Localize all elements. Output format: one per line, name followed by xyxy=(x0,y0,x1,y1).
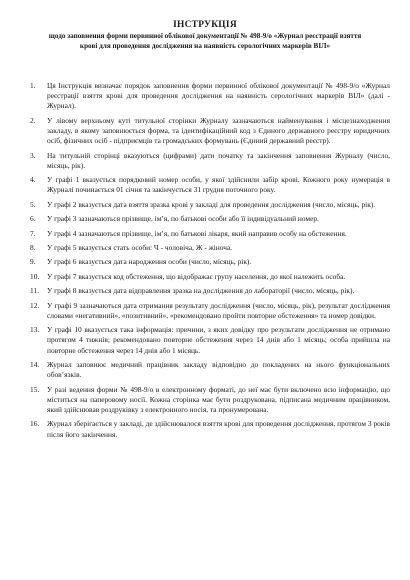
instruction-item-2 xyxy=(30,116,390,147)
item-text: На титульній сторінці вказуються (цифрами) дати початку та закінчення заповнення Журналу (число, місяць, рік). xyxy=(47,150,390,170)
item-number: 6. xyxy=(30,214,36,224)
instruction-item-15 xyxy=(30,385,390,416)
instruction-item-3 xyxy=(30,151,390,171)
instruction-item-1 xyxy=(30,81,390,112)
item-text: У графі 4 зазначаються прізвище, ім’я, по батькові лікаря, який направив особу на обстеження. xyxy=(47,228,347,238)
instruction-item-9 xyxy=(30,257,390,267)
instruction-item-12 xyxy=(30,301,390,321)
instruction-item-10 xyxy=(30,272,390,282)
item-number: 15. xyxy=(30,384,40,394)
item-text: У графі 9 зазначаються дата отримання результату дослідження (число, місяць, рік), результат дослідження словами «негативний», «позитивний», «рекомендовано пройти повторне обстеження» та номер довідки. xyxy=(47,300,390,320)
item-number: 4. xyxy=(30,175,36,185)
instruction-list xyxy=(30,81,390,444)
item-number: 5. xyxy=(30,199,36,209)
instruction-item-14 xyxy=(30,360,390,380)
item-number: 2. xyxy=(30,115,36,125)
item-text: У лівому верхньому куті титульної сторінки Журналу зазначаються найменування і місцезнаходження закладу, в якому заповнюється форма, та ідентифікаційний код з Єдиного державного реєстру юридичних осіб, фізичних осіб - підприємців та громадських формувань (Єдиний державний реєстр). xyxy=(47,115,390,146)
instruction-item-7 xyxy=(30,229,390,239)
item-text: У графі 6 вказується дата народження особи (число, місяць, рік). xyxy=(47,257,252,267)
item-text: Журнал зберігається у закладі, де здійснювалося взяття крові для проведення дослідження, протягом 3 років після його закінчення. xyxy=(47,419,390,439)
document-header xyxy=(0,20,410,51)
instruction-item-13 xyxy=(30,325,390,356)
item-text: У графі 2 вказується дата взяття зразка крові у закладі для проведення дослідження (число, місяць, рік). xyxy=(47,199,376,209)
item-text: У графі 3 зазначаються прізвище, ім’я, по батькові особи або її індивідуальний номер. xyxy=(47,214,319,224)
item-text: Ця Інструкція визначає порядок заповнення форми первинної облікової документації № 498-9/о «Журнал реєстрації взяття крові для проведення дослідження на наявність серологічних маркерів ВІЛ» (далі - Журнал). xyxy=(47,81,390,111)
item-text: У графі 8 вказується дата відправлення зразка на дослідження до лабораторії (число, місяць, рік). xyxy=(47,286,355,296)
document-title: ІНСТРУКЦІЯ xyxy=(173,20,237,30)
instruction-item-16 xyxy=(30,419,390,439)
item-text: У графі 7 вказується код обстеження, що відображає групу населення, до якої належить особа. xyxy=(47,271,346,281)
item-number: 14. xyxy=(30,359,40,369)
item-text: У графі 10 вказується така інформація: причини, з яких довідку про результати дослідження не отримано протягом 4 тижнів; рекомендовано повторне обстеження через 14 днів або 1 місяць; особа прийшла на повторне обстеження через 14 днів або 1 місяць. xyxy=(47,325,390,355)
instruction-item-4 xyxy=(30,175,390,195)
item-number: 1. xyxy=(30,81,36,90)
item-number: 10. xyxy=(30,271,40,281)
item-text: У графі 5 вказується стать особи: Ч - чоловіча, Ж - жіноча. xyxy=(47,242,233,252)
item-number: 9. xyxy=(30,257,36,267)
item-text: У разі ведення форми № 498-9/о в електронному форматі, до неї має бути включено всю інформацію, що міститься на паперовому носії. Кожна сторінка має бути роздрукована, підписана медичним працівником, який здійснював роздруківку з електронного носія, та пронумерована. xyxy=(47,384,390,414)
instruction-item-11 xyxy=(30,286,390,296)
instruction-item-8 xyxy=(30,243,390,253)
item-number: 13. xyxy=(30,325,40,335)
item-number: 16. xyxy=(30,419,40,429)
instruction-item-5 xyxy=(30,200,390,210)
instruction-item-6 xyxy=(30,214,390,224)
document-subtitle: щодо заповнення форми первинної облікової документації № 498-9/о «Журнал реєстрації взяття крові для проведення дослідження на наявність серологічних маркерів ВІЛ» xyxy=(48,32,362,50)
item-number: 7. xyxy=(30,228,36,238)
item-text: У графі 1 вказується порядковий номер особи, у якої здійснили забір крові. Кожного року нумерація в Журналі починається 01 січня та закінчується 31 грудня поточного року. xyxy=(47,175,390,195)
item-number: 12. xyxy=(30,300,40,310)
item-text: Журнал заповнює медичний працівник закладу відповідно до покладених на нього функціональних обов’язків. xyxy=(47,359,390,380)
item-number: 3. xyxy=(30,150,36,160)
item-number: 8. xyxy=(30,242,36,252)
item-number: 11. xyxy=(30,286,39,296)
